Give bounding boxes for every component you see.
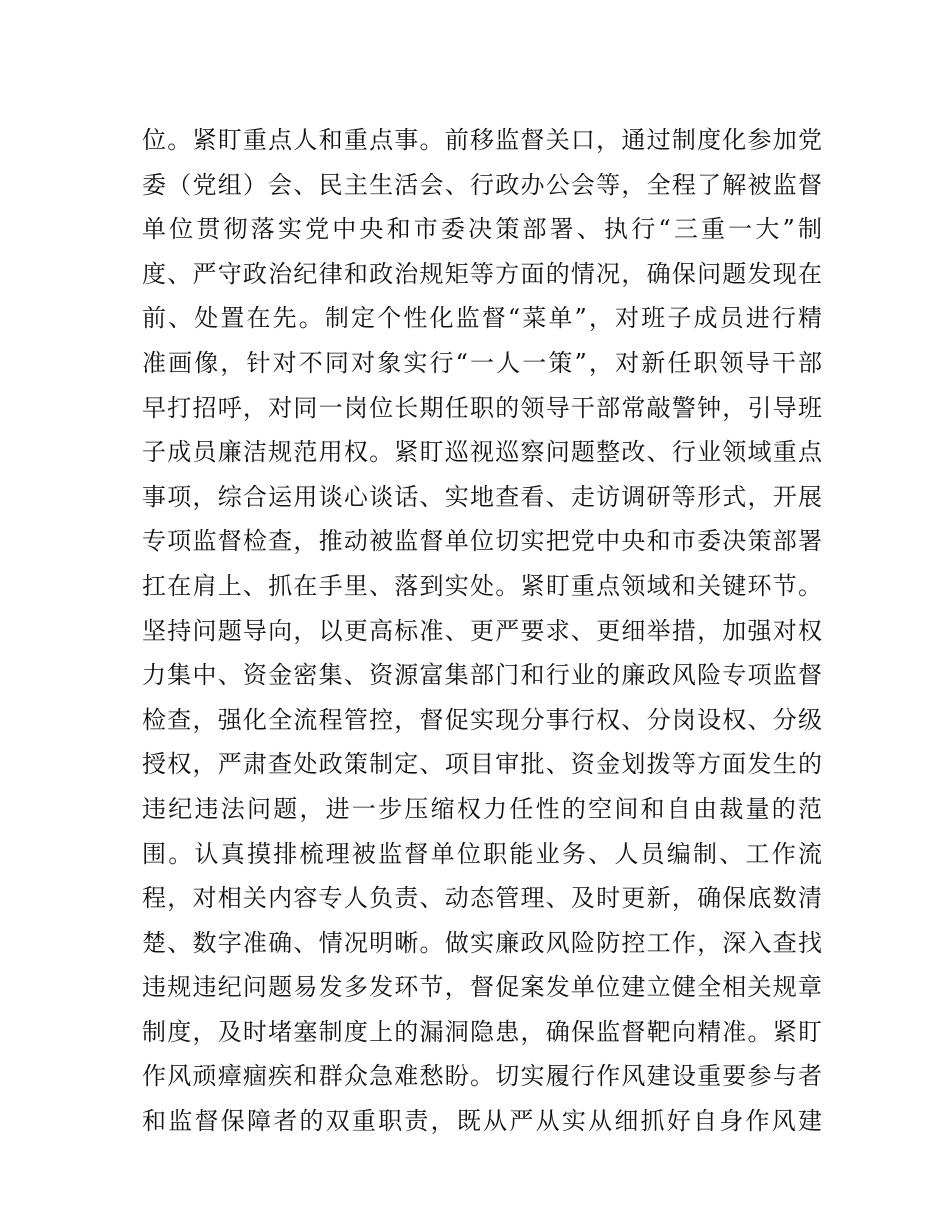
text-line-11: 扛在肩上、抓在手里、落到实处。紧盯重点领域和关键环节。 <box>142 571 822 600</box>
text-line-13: 力集中、资金密集、资源富集部门和行业的廉政风险专项监督 <box>142 661 822 690</box>
text-line-16: 违纪违法问题，进一步压缩权力任性的空间和自由裁量的范 <box>142 794 822 823</box>
text-line-5: 前、处置在先。制定个性化监督“菜单”，对班子成员进行精 <box>142 304 822 333</box>
text-line-14: 检查，强化全流程管控，督促实现分事行权、分岗设权、分级 <box>142 705 822 734</box>
text-line-23: 和监督保障者的双重职责，既从严从实从细抓好自身作风建 <box>142 1107 822 1136</box>
text-line-18: 程，对相关内容专人负责、动态管理、及时更新，确保底数清 <box>142 884 822 913</box>
text-line-19: 楚、数字准确、情况明晰。做实廉政风险防控工作，深入查找 <box>142 928 822 957</box>
text-line-9: 事项，综合运用谈心谈话、实地查看、走访调研等形式，开展 <box>142 482 822 511</box>
text-line-15: 授权，严肃查处政策制定、项目审批、资金划拨等方面发生的 <box>142 750 822 779</box>
text-line-8: 子成员廉洁规范用权。紧盯巡视巡察问题整改、行业领域重点 <box>142 438 822 467</box>
text-line-21: 制度，及时堵塞制度上的漏洞隐患，确保监督靶向精准。紧盯 <box>142 1017 822 1046</box>
text-line-12: 坚持问题导向，以更高标准、更严要求、更细举措，加强对权 <box>142 616 822 645</box>
text-line-22: 作风顽瘴痼疾和群众急难愁盼。切实履行作风建设重要参与者 <box>142 1062 822 1091</box>
text-line-6: 准画像，针对不同对象实行“一人一策”，对新任职领导干部 <box>142 348 822 377</box>
text-line-7: 早打招呼，对同一岗位长期任职的领导干部常敲警钟，引导班 <box>142 393 822 422</box>
text-line-4: 度、严守政治纪律和政治规矩等方面的情况，确保问题发现在 <box>142 259 822 288</box>
text-line-2: 委（党组）会、民主生活会、行政办公会等，全程了解被监督 <box>142 170 822 199</box>
text-line-10: 专项监督检查，推动被监督单位切实把党中央和市委决策部署 <box>142 527 822 556</box>
text-line-17: 围。认真摸排梳理被监督单位职能业务、人员编制、工作流 <box>142 839 822 868</box>
text-line-3: 单位贯彻落实党中央和市委决策部署、执行“三重一大”制 <box>142 215 822 244</box>
text-line-1: 位。紧盯重点人和重点事。前移监督关口，通过制度化参加党 <box>142 126 822 154</box>
body-text <box>142 118 822 1144</box>
text-line-20: 违规违纪问题易发多发环节，督促案发单位建立健全相关规章 <box>142 973 822 1002</box>
